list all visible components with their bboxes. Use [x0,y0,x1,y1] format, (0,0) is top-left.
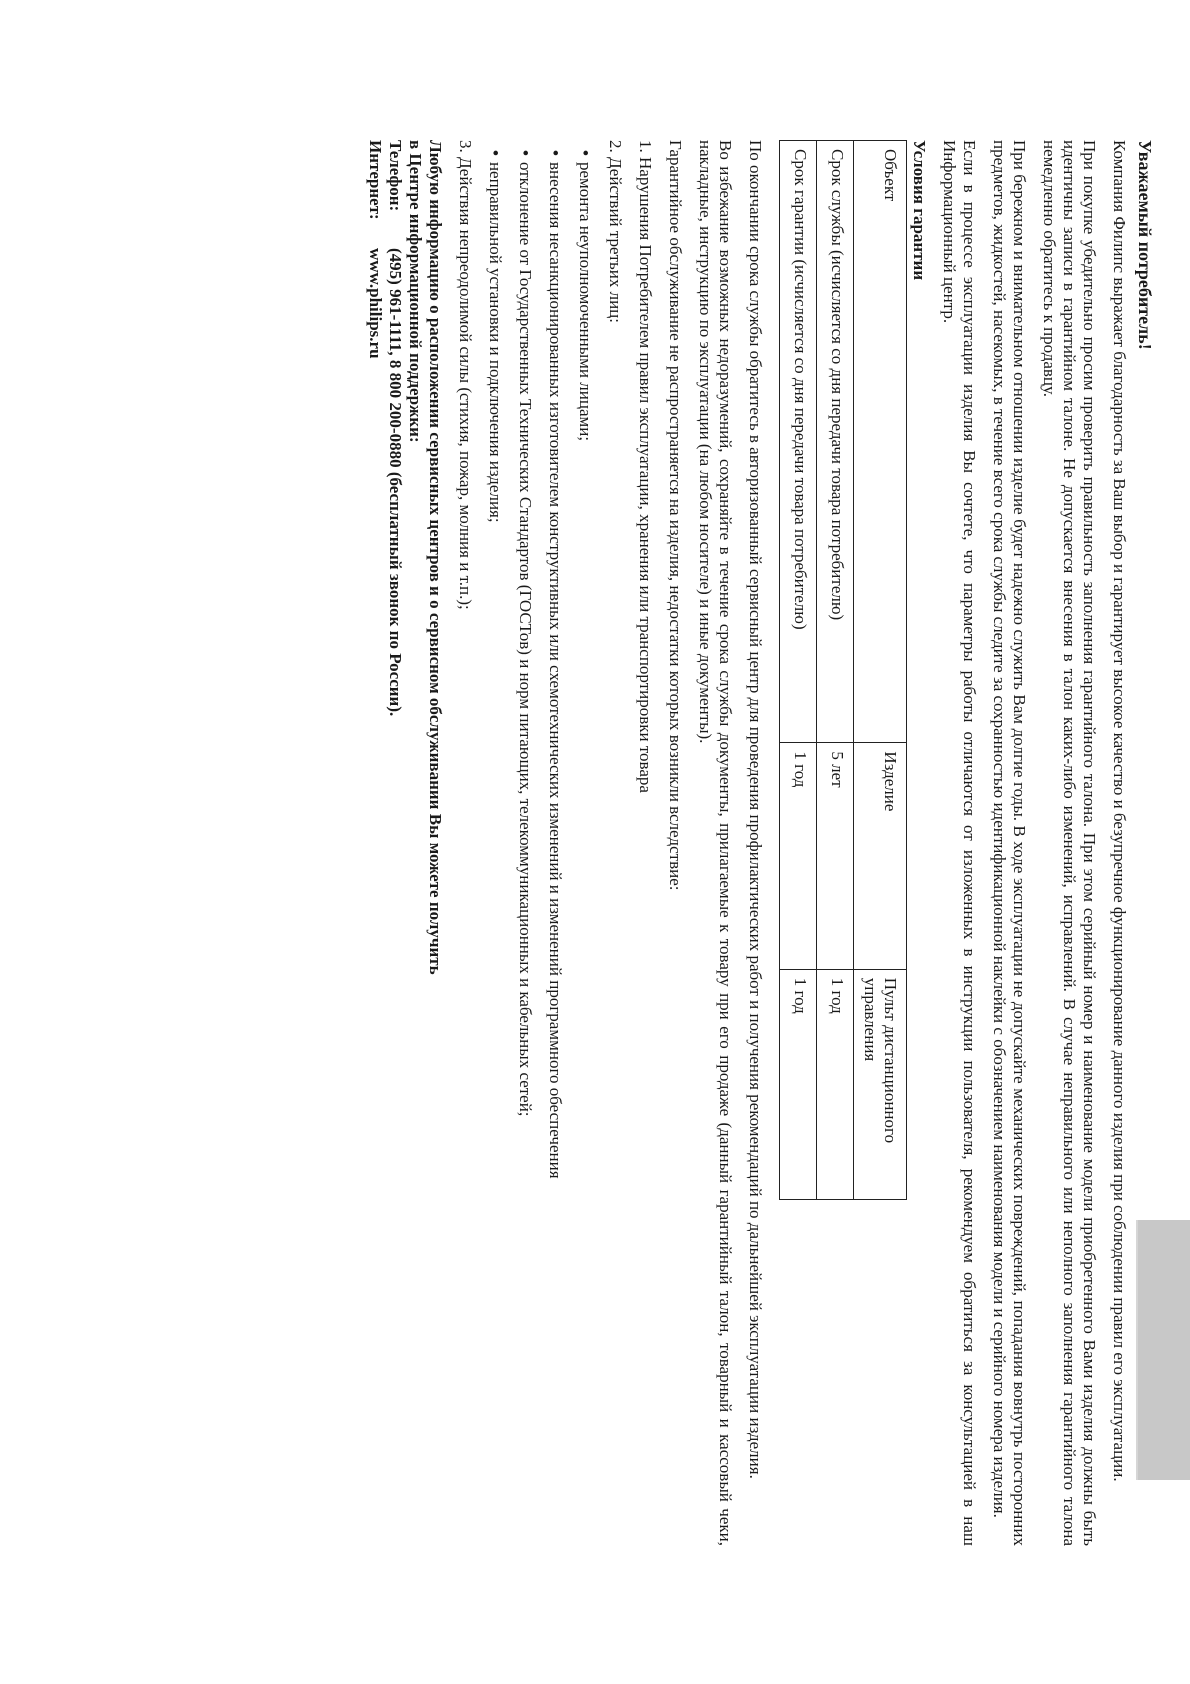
page-content [365,58,1155,1626]
table-cell: Срок службы (исчисляется со дня передачи товара потребителю) [817,141,854,743]
paragraph-careful-use: При бережном и внимательном отношении изделие будет надежно служить Вам долгие годы. В ходе эксплуатации не допускайте механических повреждений, попадания вовнутрь посторонних предметов, жидкостей, насекомых, в течение всего срока службы следите за сохранностью идентификационной наклейки с обозначением наименования модели и серийного номера изделия. [990,140,1029,1546]
bullet-text: отклонение от Государственных Технических Стандартов (ГОСТов) и норм питающих, телекоммуникационных и кабельных сетей; [516,161,535,1117]
warranty-table [779,140,907,1200]
rotated-page [35,58,1155,1626]
bullet-icon: • [486,150,505,156]
table-header-cell: Объект [854,141,907,743]
table-header-row [854,141,907,1200]
table-cell: 1 год [780,743,817,969]
paragraph-check-card: При покупке убедительно просим проверить правильность заполнения гарантийного талона. При этом серийный номер и наименование модели приобретенного Вами изделия должны быть идентичны записи в гарантийном талоне. Не допускается внесения в талон каких-либо изменений, исправлений. В случае неправильного или неполного заполнения гарантийного талона немедленно обратитесь к продавцу. [1040,140,1099,1546]
page-title: Уважаемый потребитель! [1135,140,1155,350]
table-row [780,141,817,1200]
paragraph-exclusions: Гарантийное обслуживание не распространяется на изделия, недостатки которых возникли вследствие: [666,140,685,891]
table-cell: 1 год [780,969,817,1199]
contact-phone-row [385,140,405,1546]
list-item [575,150,595,1546]
contacts-heading-line2: в Центре информационной поддержки: [406,140,425,443]
list-item [515,150,535,1546]
paragraph-keep-documents: Во избежание возможных недоразумений, сохраняйте в течение срока службы документы, прилагаемые к товару при его продаже (данный гарантийный талон, товарный и кассовый чеки, накладные, инструкцию по эксплуатации (на любом носителе) и иные документы). [696,140,735,1546]
table-header-cell: Изделие [854,743,907,969]
bullet-text: внесения несанкционированных изготовителем конструктивных или схемотехнических изменений и изменений программного обеспечения [546,161,565,1179]
internet-link[interactable]: www.philips.ru [366,248,385,359]
list-item [545,150,565,1546]
bullet-icon: • [576,150,595,156]
bullet-icon: • [546,150,565,156]
bullet-text: ремонта неуполномоченными лицами; [576,161,595,442]
internet-label: Интернет: [366,140,385,220]
paragraph-end-of-service: По окончании срока службы обратитесь в авторизованный сервисный центр для проведения профилактических работ и получения рекомендаций по дальнейшей эксплуатации изделия. [746,140,765,1479]
list-item-3: 3. Действия непреодолимой силы (стихия, пожар, молния и т.п.); [456,140,475,610]
phone-value: (495) 961-1111, 8 800 200-0880 (бесплатный звонок по России). [386,248,405,717]
contacts-heading-line1: Любую информацию о расположении сервисных центров и о сервисном обслуживании Вы можете получить [426,140,445,975]
list-item-2: 2. Действий третьих лиц: [606,140,625,324]
warranty-section-title: Условия гарантии [910,140,929,281]
paragraph-gratitude: Компания Филипс выражает благодарность за Ваш выбор и гарантирует высокое качество и безупречное функционирование данного изделия при соблюдении правил его эксплуатации. [1110,140,1129,1482]
contact-internet-row [365,140,385,1546]
list-item [485,150,505,1546]
bullet-icon: • [516,150,535,156]
paragraph-consultation: Если в процессе эксплуатации изделия Вы сочтете, что параметры работы отличаются от изложенных в инструкции пользователя, рекомендуем обратиться за консультацией в наш Информационный центр. [940,140,979,1546]
list-item-1: 1. Нарушения Потребителем правил эксплуатации, хранения или транспортировки товара [636,140,655,793]
bullet-text: неправильной установки и подключения изделия; [486,161,505,523]
table-cell: Срок гарантии (исчисляется со дня передачи товара потребителю) [780,141,817,743]
phone-label: Телефон: [386,140,405,212]
table-header-cell: Пульт дистанционного управления [854,969,907,1199]
table-cell: 1 год [817,969,854,1199]
table-cell: 5 лет [817,743,854,969]
contacts-heading [405,140,445,1546]
table-row [817,141,854,1200]
